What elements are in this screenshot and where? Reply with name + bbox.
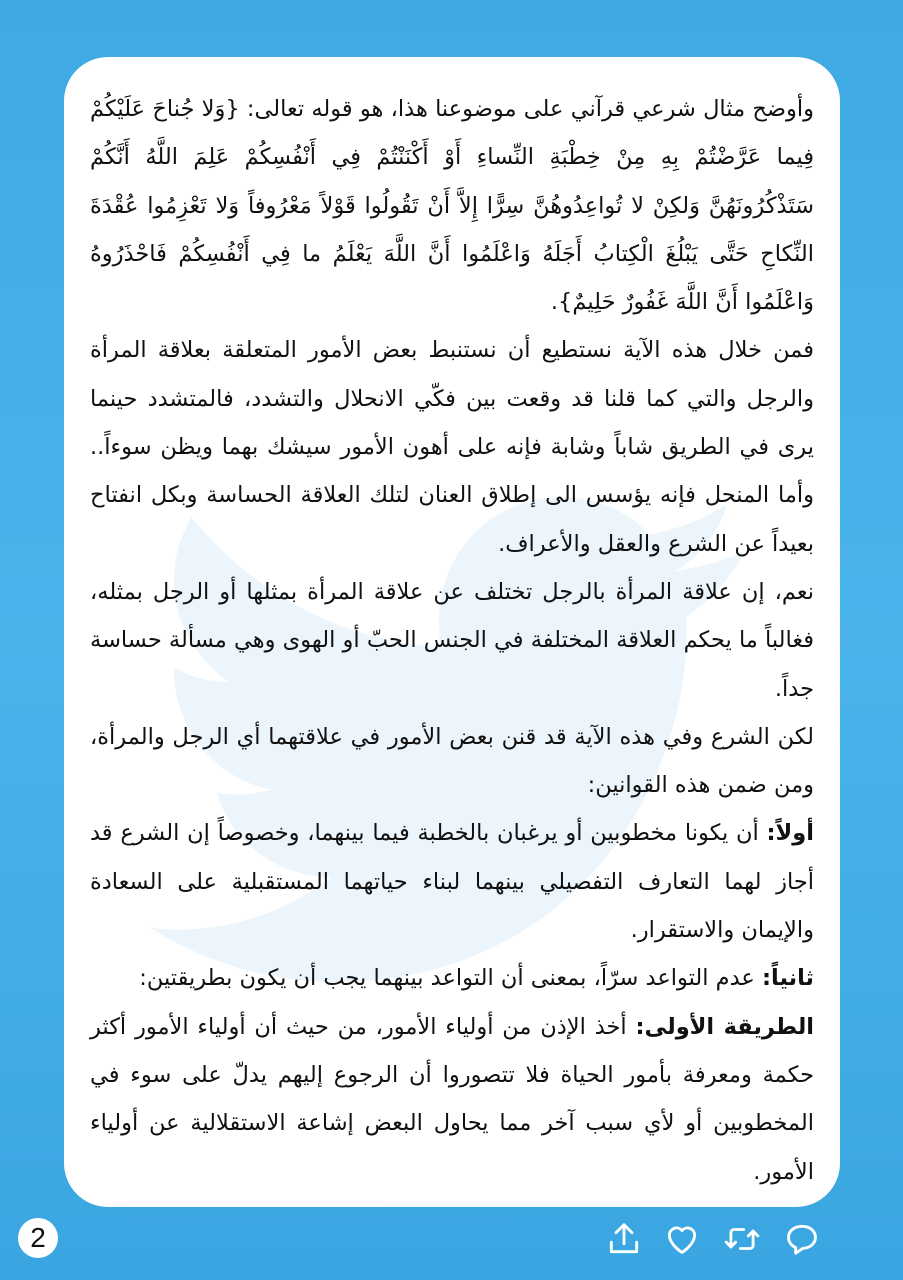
retweet-icon: [723, 1220, 761, 1258]
paragraph: [90, 809, 814, 954]
comment-icon: [783, 1220, 821, 1258]
like-button[interactable]: [663, 1220, 701, 1258]
text-card: [64, 57, 840, 1207]
paragraph-body: أخذ الإذن من أولياء الأمور، من حيث أن أولياء الأمور أكثر حكمة ومعرفة بأمور الحياة فلا تتصوروا أن الرجوع إليهم يدلّ على سوء في المخطوبين أو لأي سبب آخر مما يحاول البعض إشاعة الاستقلالية عن أولياء الأمور.: [90, 1013, 814, 1185]
paragraph-body: عدم التواعد سرّاً، بمعنى أن التواعد بينهما يجب أن يكون بطريقتين:: [139, 965, 763, 992]
heart-icon: [663, 1220, 701, 1258]
paragraph: [90, 713, 814, 810]
paragraph: [90, 568, 814, 713]
article-text: [64, 57, 840, 1196]
paragraph: [90, 954, 814, 1002]
paragraph-lead: أولاً:: [766, 820, 814, 847]
paragraph-body: وأوضح مثال شرعي قرآني على موضوعنا هذا، هو قوله تعالى: {وَلا جُناحَ عَلَيْكُمْ فِيما عَرَّضْتُمْ بِهِ مِنْ خِطْبَةِ النِّساءِ أَوْ أَكْنَنْتُمْ فِي أَنْفُسِكُمْ عَلِمَ اللَّهُ أَنَّكُمْ سَتَذْكُرُونَهُنَّ وَلكِنْ لا تُواعِدُوهُنَّ سِرًّا إِلاَّ أَنْ تَقُولُوا قَوْلاً مَعْرُوفاً وَلا تَعْزِمُوا عُقْدَةَ النِّكاحِ حَتَّى يَبْلُغَ الْكِتابُ أَجَلَهُ وَاعْلَمُوا أَنَّ اللَّهَ يَعْلَمُ ما فِي أَنْفُسِكُمْ فَاحْذَرُوهُ وَاعْلَمُوا أَنَّ اللَّهَ غَفُورٌ حَلِيمٌ}.: [90, 96, 814, 316]
paragraph: [90, 326, 814, 567]
comment-button[interactable]: [783, 1220, 821, 1258]
page-number: 2: [18, 1218, 58, 1258]
retweet-button[interactable]: [723, 1220, 761, 1258]
paragraph: [90, 1003, 814, 1196]
paragraph-body: نعم، إن علاقة المرأة بالرجل تختلف عن علاقة المرأة بمثلها أو الرجل بمثله، فغالباً ما يحكم العلاقة المختلفة في الجنس الحبّ أو الهوى وهي مسألة حساسة جداً.: [90, 578, 814, 702]
paragraph-body: فمن خلال هذه الآية نستطيع أن نستنبط بعض الأمور المتعلقة بعلاقة المرأة والرجل والتي كما قلنا قد وقعت بين فكّي الانحلال والتشدد، فالمتشدد حينما يرى في الطريق شاباً وشابة فإنه على أهون الأمور سيشك بهما ويظن سوءاً.. وأما المنحل فإنه يؤسس الى إطلاق العنان لتلك العلاقة الحساسة وبكل انفتاح بعيداً عن الشرع والعقل والأعراف.: [90, 337, 814, 557]
paragraph-body: لكن الشرع وفي هذه الآية قد قنن بعض الأمور في علاقتهما أي الرجل والمرأة، ومن ضمن هذه القوانين:: [90, 723, 814, 799]
share-icon: [605, 1220, 643, 1258]
paragraph-body: أن يكونا مخطوبين أو يرغبان بالخطبة فيما بينهما، وخصوصاً إن الشرع قد أجاز لهما التعارف التفصيلي بينهما لبناء حياتهما المستقبلية على السعادة والإيمان والاستقرار.: [90, 820, 814, 944]
paragraph: [90, 85, 814, 326]
share-button[interactable]: [605, 1220, 643, 1258]
paragraph-lead: ثانياً:: [762, 965, 814, 992]
action-bar: [583, 1220, 903, 1260]
paragraph-lead: الطريقة الأولى:: [635, 1013, 814, 1040]
